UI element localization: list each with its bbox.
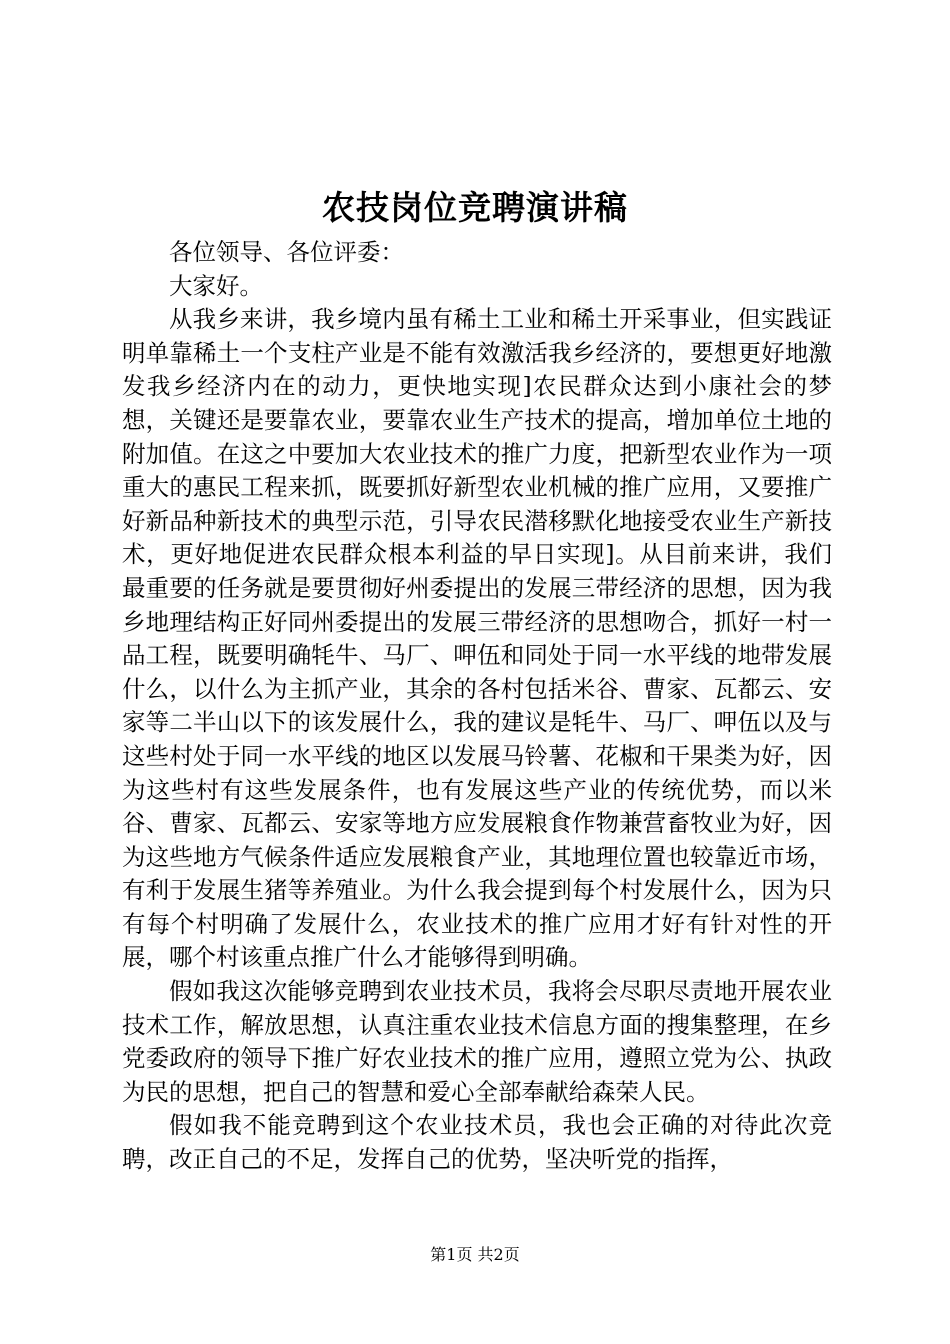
page-number-footer: 第1页 共2页 bbox=[430, 1245, 520, 1264]
document-body bbox=[122, 236, 832, 1177]
paragraph-main: 从我乡来讲，我乡境内虽有稀土工业和稀土开采事业，但实践证明单靠稀土一个支柱产业是不能有效激活我乡经济的，要想更好地激发我乡经济内在的动力，更快地实现]农民群众达到小康社会的梦想，关键还是要靠农业，要靠农业生产技术的提高，增加单位土地的附加值。在这之中要加大农业技术的推广力度，把新型农业作为一项重大的惠民工程来抓，既要抓好新型农业机械的推广应用，又要推广好新品种新技术的典型示范，引导农民潜移默化地接受农业生产新技术，更好地促进农民群众根本利益的早日实现]。从目前来讲，我们最重要的任务就是要贯彻好州委提出的发展三带经济的思想，因为我乡地理结构正好同州委提出的发展三带经济的思想吻合，抓好一村一品工程，既要明确牦牛、马厂、呷伍和同处于同一水平线的地带发展什么，以什么为主抓产业，其余的各村包括米谷、曹家、瓦都云、安家等二半山以下的该发展什么，我的建议是牦牛、马厂、呷伍以及与这些村处于同一水平线的地区以发展马铃薯、花椒和干果类为好，因为这些村有这些发展条件，也有发展这些产业的传统优势，而以米谷、曹家、瓦都云、安家等地方应发展粮食作物兼营畜牧业为好，因为这些地方气候条件适应发展粮食产业，其地理位置也较靠近市场，有利于发展生猪等养殖业。为什么我会提到每个村发展什么，因为只有每个村明确了发展什么，农业技术的推广应用才好有针对性的开展，哪个村该重点推广什么才能够得到明确。 bbox=[122, 305, 832, 972]
paragraph-if-not-hired: 假如我不能竞聘到这个农业技术员，我也会正确的对待此次竞聘，改正自己的不足，发挥自己的优势，坚决听党的指挥， bbox=[122, 1111, 832, 1174]
paragraph-greeting: 大家好。 bbox=[169, 271, 263, 300]
document-title: 农技岗位竞聘演讲稿 bbox=[322, 188, 628, 227]
paragraph-if-hired: 假如我这次能够竞聘到农业技术员，我将会尽职尽责地开展农业技术工作，解放思想，认真注重农业技术信息方面的搜集整理，在乡党委政府的领导下推广好农业技术的推广应用，遵照立党为公、执政为民的思想，把自己的智慧和爱心全部奉献给森荣人民。 bbox=[122, 977, 832, 1106]
paragraph-salutation: 各位领导、各位评委： bbox=[169, 238, 404, 266]
